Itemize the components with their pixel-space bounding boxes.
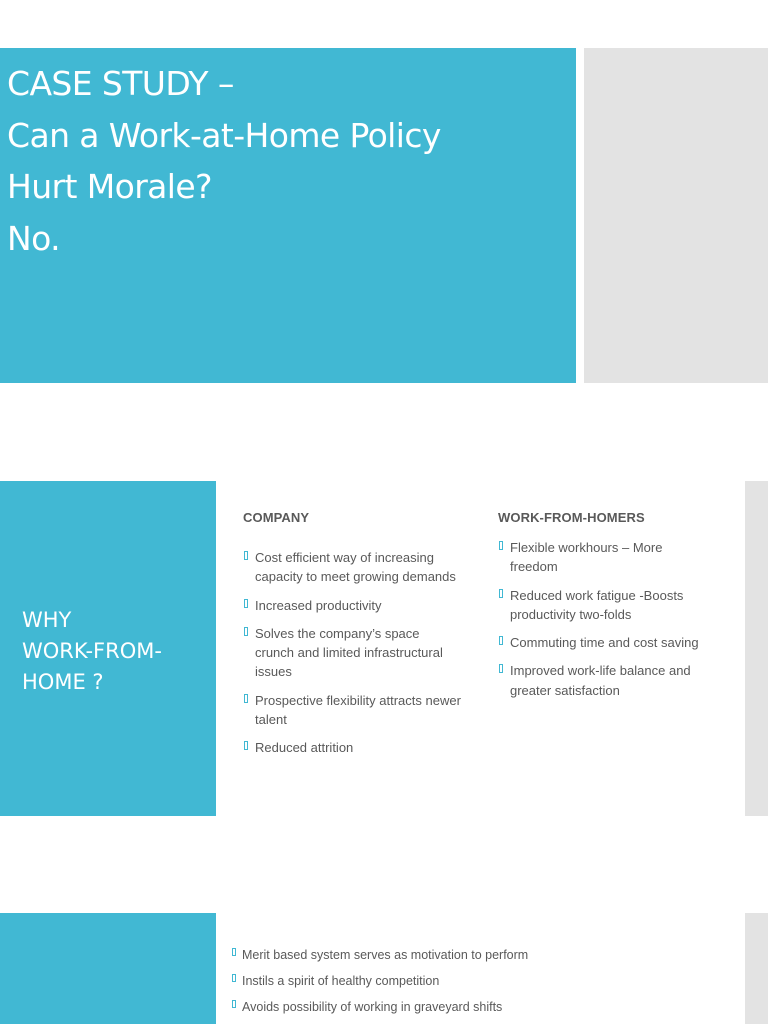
list-item — [231, 946, 731, 964]
slide2-heading — [22, 605, 162, 698]
bullet-box-icon — [499, 589, 503, 598]
list-item-text: Merit based system serves as motivation to perform — [242, 948, 529, 962]
list-item — [243, 548, 461, 587]
bullet-box-icon — [244, 551, 248, 560]
bullet-box-icon — [499, 636, 503, 645]
list-item-text: Increased productivity — [255, 597, 382, 613]
list-item-text: Instils a spirit of healthy competition — [242, 974, 440, 988]
slide3-side-panel — [745, 913, 768, 1024]
bullet-box-icon — [244, 627, 248, 636]
list-item-text: Reduced attrition — [255, 740, 354, 756]
slide3-heading-panel — [0, 913, 216, 1024]
slide2-heading-line: WHY — [22, 608, 72, 632]
slide2-side-panel — [745, 481, 768, 816]
slide1-title-line: CASE STUDY – — [7, 64, 234, 103]
slide2-heading-line: HOME ? — [22, 670, 104, 694]
slide2-heading-line: WORK-FROM- — [22, 639, 162, 663]
bullet-box-icon — [244, 741, 248, 750]
slide1-title — [7, 58, 567, 264]
company-bullet-list — [243, 548, 461, 758]
list-item-text: Solves the company’s space crunch and limited infrastructural issues — [255, 625, 443, 680]
work-from-homers-column — [498, 507, 703, 709]
list-item-text: Cost efficient way of increasing capacity to meet growing demands — [255, 550, 456, 585]
list-item-text: Flexible workhours – More freedom — [510, 540, 663, 575]
list-item — [243, 691, 461, 730]
list-item — [243, 738, 461, 757]
list-item — [498, 661, 703, 700]
slide1-title-line: No. — [7, 218, 60, 258]
bullet-box-icon — [232, 974, 236, 982]
list-item — [498, 633, 703, 652]
slide3-content — [231, 946, 731, 1024]
list-item — [243, 596, 461, 615]
company-column-header: COMPANY — [243, 510, 310, 525]
slide3-bullet-list — [231, 946, 731, 1016]
work-from-homers-bullet-list — [498, 538, 703, 700]
list-item-text: Reduced work fatigue -Boosts productivity two-folds — [510, 587, 684, 622]
work-from-homers-column-header: WORK-FROM-HOMERS — [498, 510, 645, 525]
list-item-text: Prospective flexibility attracts newer talent — [255, 692, 461, 728]
bullet-box-icon — [499, 664, 503, 673]
bullet-box-icon — [232, 948, 236, 956]
slide1-side-panel — [584, 48, 768, 383]
bullet-box-icon — [244, 694, 248, 703]
company-column — [243, 507, 461, 767]
list-item-text: Improved work-life balance and greater satisfaction — [510, 663, 691, 698]
bullet-box-icon — [232, 1000, 236, 1008]
slide1-title-line: Can a Work-at-Home Policy — [7, 115, 441, 155]
list-item — [231, 998, 731, 1016]
list-item-text: Avoids possibility of working in graveyard shifts — [242, 1000, 503, 1014]
list-item — [498, 586, 703, 625]
list-item — [498, 538, 703, 577]
list-item — [243, 624, 461, 682]
bullet-box-icon — [499, 541, 503, 550]
list-item — [231, 972, 731, 990]
bullet-box-icon — [244, 599, 248, 608]
slide1-title-line: Hurt Morale? — [7, 167, 212, 206]
list-item-text: Commuting time and cost saving — [510, 635, 699, 651]
